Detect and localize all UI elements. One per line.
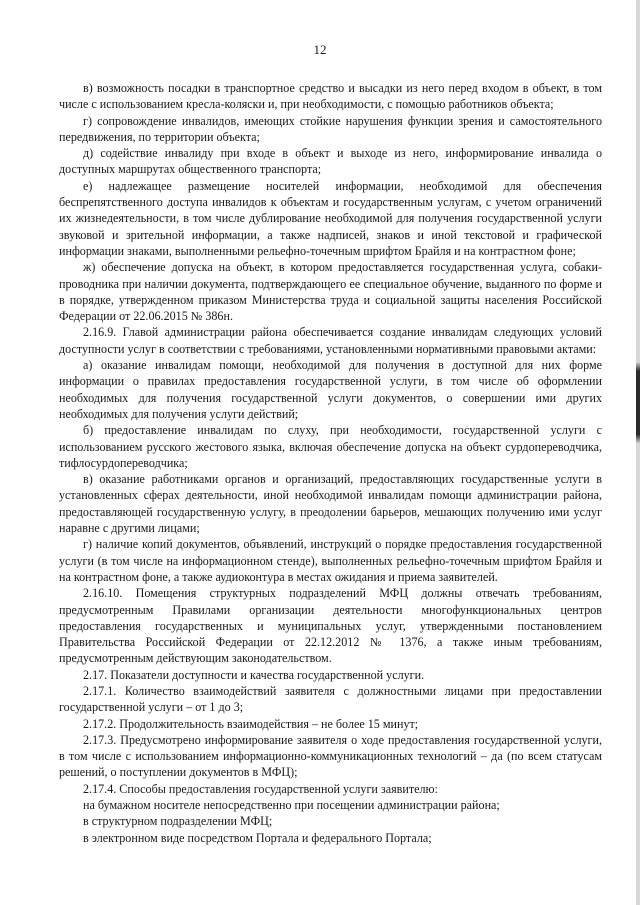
paragraph: 2.17.2. Продолжительность взаимодействия – не более 15 минут; (83, 716, 419, 731)
paragraph: в) оказание работниками органов и организаций, предоставляющих государственные услуги в установленных сферах деятельности, иной необходимой инвалидам помощи администрации района, предоставляющей государственную услугу, в преодолении барьеров, мешающих получению ими услуг наравне с другими лицами; (59, 472, 602, 536)
paragraph: 2.17.4. Способы предоставления государственной услуги заявителю: (83, 781, 438, 796)
paragraph: б) предоставление инвалидам по слуху, при необходимости, государственной услуги с использованием русского жестового языка, включая обеспечение допуска на объект сурдопереводчика, тифлосурдопереводчика; (59, 423, 602, 470)
paragraph: 2.17. Показатели доступности и качества государственной услуги. (83, 667, 425, 682)
paragraph: 2.16.9. Главой администрации района обеспечивается создание инвалидам следующих условий доступности услуг в соответствии с требованиями, установленными нормативными правовыми актами: (59, 325, 602, 356)
scan-edge-shadow (636, 0, 640, 905)
paragraph: ж) обеспечение допуска на объект, в котором предоставляется государственная услуга, собаки-проводника при наличии документа, подтверждающего ее специальное обучение, выданного по форме и в порядке, утвержденном приказом Министерства труда и социальной защиты населения Российской Федерации от 22.06.2015 № 386н. (59, 260, 602, 324)
page-number: 12 (313, 42, 327, 57)
paragraph: г) наличие копий документов, объявлений, инструкций о порядке предоставления государственной услуги (в том числе на информационном стенде), выполненных рельефно-точечным шрифтом Брайля и на контрастном фоне, а также аудиоконтура в местах ожидания и приема заявителей. (59, 537, 602, 584)
paragraph: 2.17.3. Предусмотрено информирование заявителя о ходе предоставления государственной услуги, в том числе с использованием информационно-коммуникационных технологий – да (по всем статусам решений, о поступлении документов в МФЦ); (59, 732, 602, 780)
paragraph: е) надлежащее размещение носителей информации, необходимой для обеспечения беспрепятственного доступа инвалидов к объектам и государственным услугам, с учетом ограничений их жизнедеятельности, в том числе дублирование необходимой для получения государственной услуги звуковой и зрительной информации, а также надписей, знаков и иной текстовой и графической информации знаками, выполненными рельефно-точечным шрифтом Брайля и на контрастном фоне; (59, 178, 602, 258)
document-body (59, 80, 602, 846)
paragraph: 2.17.1. Количество взаимодействий заявителя с должностными лицами при предоставлении государственной услуги – от 1 до 3; (59, 683, 602, 715)
paragraph: на бумажном носителе непосредственно при посещении администрации района; (83, 798, 500, 813)
paragraph: д) содействие инвалиду при входе в объект и выходе из него, информирование инвалида о доступных маршрутах общественного транспорта; (59, 146, 602, 177)
paragraph: 2.16.10. Помещения структурных подразделений МФЦ должны отвечать требованиям, предусмотренным Правилами организации деятельности многофункциональных центров предоставления государственных и муниципальных услуг, утвержденными постановлением Правительства Российской Федерации от 22.12.2012 № 1376, а также иным требованиям, предусмотренным действующим законодательством. (59, 586, 602, 666)
paragraph: в электронном виде посредством Портала и федерального Портала; (83, 830, 432, 845)
paragraph: в структурном подразделении МФЦ; (83, 814, 273, 829)
paragraph: в) возможность посадки в транспортное средство и высадки из него перед входом в объект, в том числе с использованием кресла-коляски и, при необходимости, с помощью работников объекта; (59, 81, 602, 112)
paragraph: а) оказание инвалидам помощи, необходимой для получения в доступной для них форме информации о правилах предоставления государственной услуги, в том числе об оформлении необходимых для получения государственной услуги документов, о совершении ими других необходимых для получения услуги действий; (59, 358, 602, 421)
paragraph: г) сопровождение инвалидов, имеющих стойкие нарушения функции зрения и самостоятельного передвижения, по территории объекта; (59, 113, 602, 144)
